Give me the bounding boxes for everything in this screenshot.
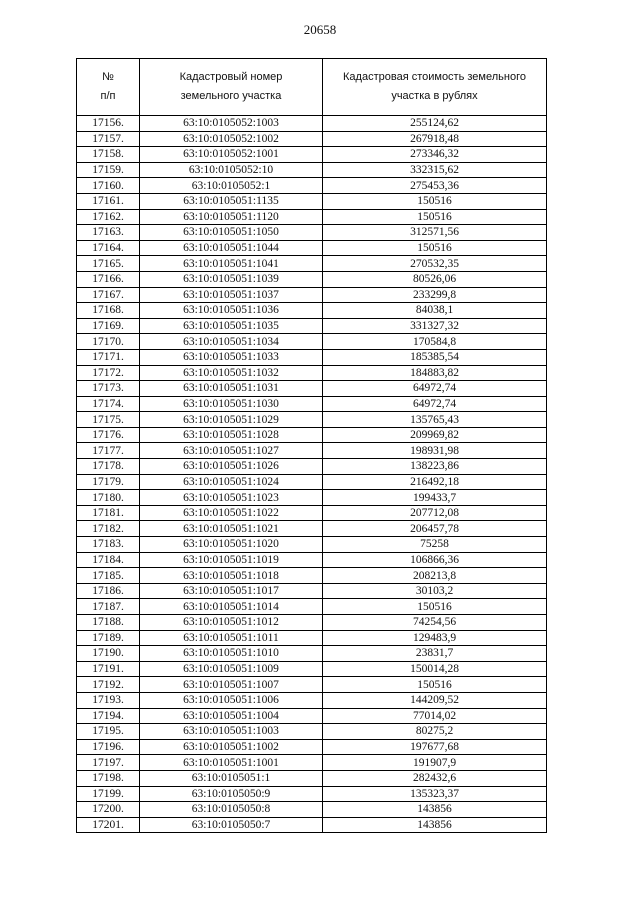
cadastral-number-cell: 63:10:0105051:1007: [140, 677, 323, 693]
cadastral-number-cell: 63:10:0105051:1019: [140, 552, 323, 568]
header-cadastral-value: [323, 59, 547, 116]
cadastral-value-cell: 206457,78: [323, 521, 547, 537]
cadastral-value-cell: 150516: [323, 599, 547, 615]
table-row: [77, 225, 547, 241]
cadastral-number-cell: 63:10:0105050:7: [140, 817, 323, 833]
cadastral-number-cell: 63:10:0105051:1014: [140, 599, 323, 615]
table-row: [77, 724, 547, 740]
cadastral-value-cell: 143856: [323, 817, 547, 833]
cadastral-value-cell: 275453,36: [323, 178, 547, 194]
table-row: [77, 505, 547, 521]
cadastral-number-cell: 63:10:0105051:1034: [140, 334, 323, 350]
cadastral-value-cell: 184883,82: [323, 365, 547, 381]
cadastral-number-cell: 63:10:0105051:1004: [140, 708, 323, 724]
cadastral-number-cell: 63:10:0105051:1030: [140, 396, 323, 412]
row-number-cell: 17186.: [77, 583, 140, 599]
cadastral-number-cell: 63:10:0105051:1039: [140, 271, 323, 287]
row-number-cell: 17172.: [77, 365, 140, 381]
cadastral-value-cell: 208213,8: [323, 568, 547, 584]
table-row: [77, 412, 547, 428]
table-row: [77, 271, 547, 287]
cadastral-number-cell: 63:10:0105052:10: [140, 162, 323, 178]
cadastral-value-cell: 80275,2: [323, 724, 547, 740]
cadastral-value-cell: 129483,9: [323, 630, 547, 646]
cadastral-value-cell: 106866,36: [323, 552, 547, 568]
table-row: [77, 147, 547, 163]
cadastral-value-cell: 233299,8: [323, 287, 547, 303]
table-row: [77, 474, 547, 490]
header-cadastral-number-line1: Кадастровый номер: [179, 71, 283, 83]
row-number-cell: 17156.: [77, 116, 140, 132]
table-row: [77, 708, 547, 724]
table-row: [77, 802, 547, 818]
cadastral-value-cell: 185385,54: [323, 349, 547, 365]
row-number-cell: 17197.: [77, 755, 140, 771]
cadastral-number-cell: 63:10:0105051:1036: [140, 303, 323, 319]
table-row: [77, 240, 547, 256]
table-row: [77, 287, 547, 303]
table-row: [77, 568, 547, 584]
row-number-cell: 17181.: [77, 505, 140, 521]
row-number-cell: 17190.: [77, 646, 140, 662]
table-row: [77, 817, 547, 833]
cadastral-value-cell: 144209,52: [323, 692, 547, 708]
header-cadastral-number-line2: земельного участка: [180, 90, 282, 102]
cadastral-number-cell: 63:10:0105051:1011: [140, 630, 323, 646]
table-row: [77, 615, 547, 631]
header-row-number-line1: №: [102, 71, 114, 83]
row-number-cell: 17169.: [77, 318, 140, 334]
row-number-cell: 17177.: [77, 443, 140, 459]
cadastral-value-cell: 150014,28: [323, 661, 547, 677]
table-row: [77, 677, 547, 693]
cadastral-value-cell: 255124,62: [323, 116, 547, 132]
cadastral-value-cell: 74254,56: [323, 615, 547, 631]
table-row: [77, 349, 547, 365]
cadastral-number-cell: 63:10:0105051:1033: [140, 349, 323, 365]
row-number-cell: 17176.: [77, 427, 140, 443]
table-row: [77, 490, 547, 506]
cadastral-value-cell: 143856: [323, 802, 547, 818]
row-number-cell: 17196.: [77, 739, 140, 755]
cadastral-number-cell: 63:10:0105051:1017: [140, 583, 323, 599]
row-number-cell: 17187.: [77, 599, 140, 615]
table-row: [77, 552, 547, 568]
cadastral-value-cell: 135323,37: [323, 786, 547, 802]
table-row: [77, 334, 547, 350]
cadastral-number-cell: 63:10:0105051:1003: [140, 724, 323, 740]
header-row: [77, 59, 547, 116]
cadastral-number-cell: 63:10:0105051:1050: [140, 225, 323, 241]
cadastral-number-cell: 63:10:0105051:1012: [140, 615, 323, 631]
row-number-cell: 17159.: [77, 162, 140, 178]
table-row: [77, 116, 547, 132]
row-number-cell: 17192.: [77, 677, 140, 693]
cadastral-value-cell: 270532,35: [323, 256, 547, 272]
cadastral-value-cell: 197677,68: [323, 739, 547, 755]
table-row: [77, 396, 547, 412]
cadastral-number-cell: 63:10:0105051:1041: [140, 256, 323, 272]
cadastral-number-cell: 63:10:0105051:1037: [140, 287, 323, 303]
header-row-number-line2: п/п: [100, 90, 116, 102]
row-number-cell: 17198.: [77, 770, 140, 786]
cadastral-value-cell: 191907,9: [323, 755, 547, 771]
cadastral-value-cell: 273346,32: [323, 147, 547, 163]
cadastral-value-cell: 331327,32: [323, 318, 547, 334]
cadastral-number-cell: 63:10:0105051:1024: [140, 474, 323, 490]
row-number-cell: 17167.: [77, 287, 140, 303]
table-row: [77, 193, 547, 209]
row-number-cell: 17183.: [77, 537, 140, 553]
row-number-cell: 17188.: [77, 615, 140, 631]
row-number-cell: 17160.: [77, 178, 140, 194]
cadastral-value-cell: 332315,62: [323, 162, 547, 178]
table-row: [77, 630, 547, 646]
row-number-cell: 17174.: [77, 396, 140, 412]
cadastral-number-cell: 63:10:0105052:1002: [140, 131, 323, 147]
header-cadastral-number: [140, 59, 323, 116]
header-cadastral-value-line1: Кадастровая стоимость земельного: [343, 71, 526, 83]
cadastral-number-cell: 63:10:0105051:1035: [140, 318, 323, 334]
table-row: [77, 256, 547, 272]
cadastral-value-cell: 207712,08: [323, 505, 547, 521]
cadastral-number-cell: 63:10:0105052:1003: [140, 116, 323, 132]
row-number-cell: 17180.: [77, 490, 140, 506]
table-row: [77, 443, 547, 459]
cadastral-number-cell: 63:10:0105051:1018: [140, 568, 323, 584]
cadastral-value-cell: 84038,1: [323, 303, 547, 319]
row-number-cell: 17195.: [77, 724, 140, 740]
cadastral-number-cell: 63:10:0105051:1032: [140, 365, 323, 381]
table-row: [77, 537, 547, 553]
row-number-cell: 17173.: [77, 381, 140, 397]
row-number-cell: 17178.: [77, 459, 140, 475]
cadastral-number-cell: 63:10:0105051:1022: [140, 505, 323, 521]
row-number-cell: 17170.: [77, 334, 140, 350]
table-row: [77, 755, 547, 771]
cadastral-value-cell: 150516: [323, 209, 547, 225]
cadastral-number-cell: 63:10:0105051:1006: [140, 692, 323, 708]
cadastral-number-cell: 63:10:0105051:1029: [140, 412, 323, 428]
cadastral-value-cell: 64972,74: [323, 396, 547, 412]
cadastral-value-cell: 216492,18: [323, 474, 547, 490]
cadastral-number-cell: 63:10:0105051:1020: [140, 537, 323, 553]
row-number-cell: 17157.: [77, 131, 140, 147]
table-header: [77, 59, 547, 116]
row-number-cell: 17163.: [77, 225, 140, 241]
cadastral-value-cell: 77014,02: [323, 708, 547, 724]
table-row: [77, 646, 547, 662]
row-number-cell: 17189.: [77, 630, 140, 646]
cadastral-number-cell: 63:10:0105051:1: [140, 770, 323, 786]
cadastral-number-cell: 63:10:0105051:1027: [140, 443, 323, 459]
cadastral-number-cell: 63:10:0105051:1023: [140, 490, 323, 506]
cadastral-number-cell: 63:10:0105051:1001: [140, 755, 323, 771]
cadastral-value-cell: 198931,98: [323, 443, 547, 459]
cadastral-number-cell: 63:10:0105051:1044: [140, 240, 323, 256]
table-row: [77, 770, 547, 786]
row-number-cell: 17191.: [77, 661, 140, 677]
table-row: [77, 521, 547, 537]
table-row: [77, 303, 547, 319]
row-number-cell: 17200.: [77, 802, 140, 818]
cadastral-number-cell: 63:10:0105050:9: [140, 786, 323, 802]
row-number-cell: 17182.: [77, 521, 140, 537]
cadastral-number-cell: 63:10:0105051:1028: [140, 427, 323, 443]
cadastral-value-cell: 150516: [323, 240, 547, 256]
cadastral-value-cell: 199433,7: [323, 490, 547, 506]
cadastral-value-cell: 64972,74: [323, 381, 547, 397]
cadastral-number-cell: 63:10:0105051:1002: [140, 739, 323, 755]
cadastral-number-cell: 63:10:0105051:1021: [140, 521, 323, 537]
cadastral-value-cell: 150516: [323, 193, 547, 209]
cadastral-number-cell: 63:10:0105051:1010: [140, 646, 323, 662]
table-row: [77, 459, 547, 475]
table-row: [77, 599, 547, 615]
row-number-cell: 17161.: [77, 193, 140, 209]
row-number-cell: 17162.: [77, 209, 140, 225]
row-number-cell: 17166.: [77, 271, 140, 287]
cadastral-value-cell: 138223,86: [323, 459, 547, 475]
table-row: [77, 318, 547, 334]
row-number-cell: 17168.: [77, 303, 140, 319]
table-row: [77, 162, 547, 178]
cadastral-value-cell: 80526,06: [323, 271, 547, 287]
cadastral-value-cell: 282432,6: [323, 770, 547, 786]
table-row: [77, 131, 547, 147]
row-number-cell: 17175.: [77, 412, 140, 428]
row-number-cell: 17199.: [77, 786, 140, 802]
cadastral-number-cell: 63:10:0105050:8: [140, 802, 323, 818]
cadastral-value-cell: 30103,2: [323, 583, 547, 599]
cadastral-value-cell: 209969,82: [323, 427, 547, 443]
cadastral-number-cell: 63:10:0105052:1001: [140, 147, 323, 163]
cadastral-value-cell: 23831,7: [323, 646, 547, 662]
cadastral-value-cell: 75258: [323, 537, 547, 553]
table-row: [77, 786, 547, 802]
cadastral-value-table: [76, 58, 547, 833]
table-row: [77, 661, 547, 677]
row-number-cell: 17171.: [77, 349, 140, 365]
table-row: [77, 739, 547, 755]
row-number-cell: 17193.: [77, 692, 140, 708]
row-number-cell: 17164.: [77, 240, 140, 256]
cadastral-number-cell: 63:10:0105052:1: [140, 178, 323, 194]
cadastral-value-cell: 150516: [323, 677, 547, 693]
cadastral-number-cell: 63:10:0105051:1009: [140, 661, 323, 677]
cadastral-value-cell: 267918,48: [323, 131, 547, 147]
cadastral-value-cell: 312571,56: [323, 225, 547, 241]
cadastral-number-cell: 63:10:0105051:1120: [140, 209, 323, 225]
table-row: [77, 427, 547, 443]
cadastral-value-cell: 135765,43: [323, 412, 547, 428]
row-number-cell: 17179.: [77, 474, 140, 490]
table-row: [77, 209, 547, 225]
header-row-number: [77, 59, 140, 116]
cadastral-number-cell: 63:10:0105051:1135: [140, 193, 323, 209]
row-number-cell: 17165.: [77, 256, 140, 272]
header-cadastral-value-line2: участка в рублях: [391, 90, 478, 102]
cadastral-number-cell: 63:10:0105051:1031: [140, 381, 323, 397]
row-number-cell: 17185.: [77, 568, 140, 584]
cadastral-value-cell: 170584,8: [323, 334, 547, 350]
table-row: [77, 365, 547, 381]
page-number: 20658: [303, 22, 337, 37]
table-row: [77, 692, 547, 708]
row-number-cell: 17201.: [77, 817, 140, 833]
table-body: [77, 116, 547, 833]
table-row: [77, 178, 547, 194]
row-number-cell: 17184.: [77, 552, 140, 568]
table-row: [77, 583, 547, 599]
row-number-cell: 17194.: [77, 708, 140, 724]
row-number-cell: 17158.: [77, 147, 140, 163]
cadastral-number-cell: 63:10:0105051:1026: [140, 459, 323, 475]
table-row: [77, 381, 547, 397]
